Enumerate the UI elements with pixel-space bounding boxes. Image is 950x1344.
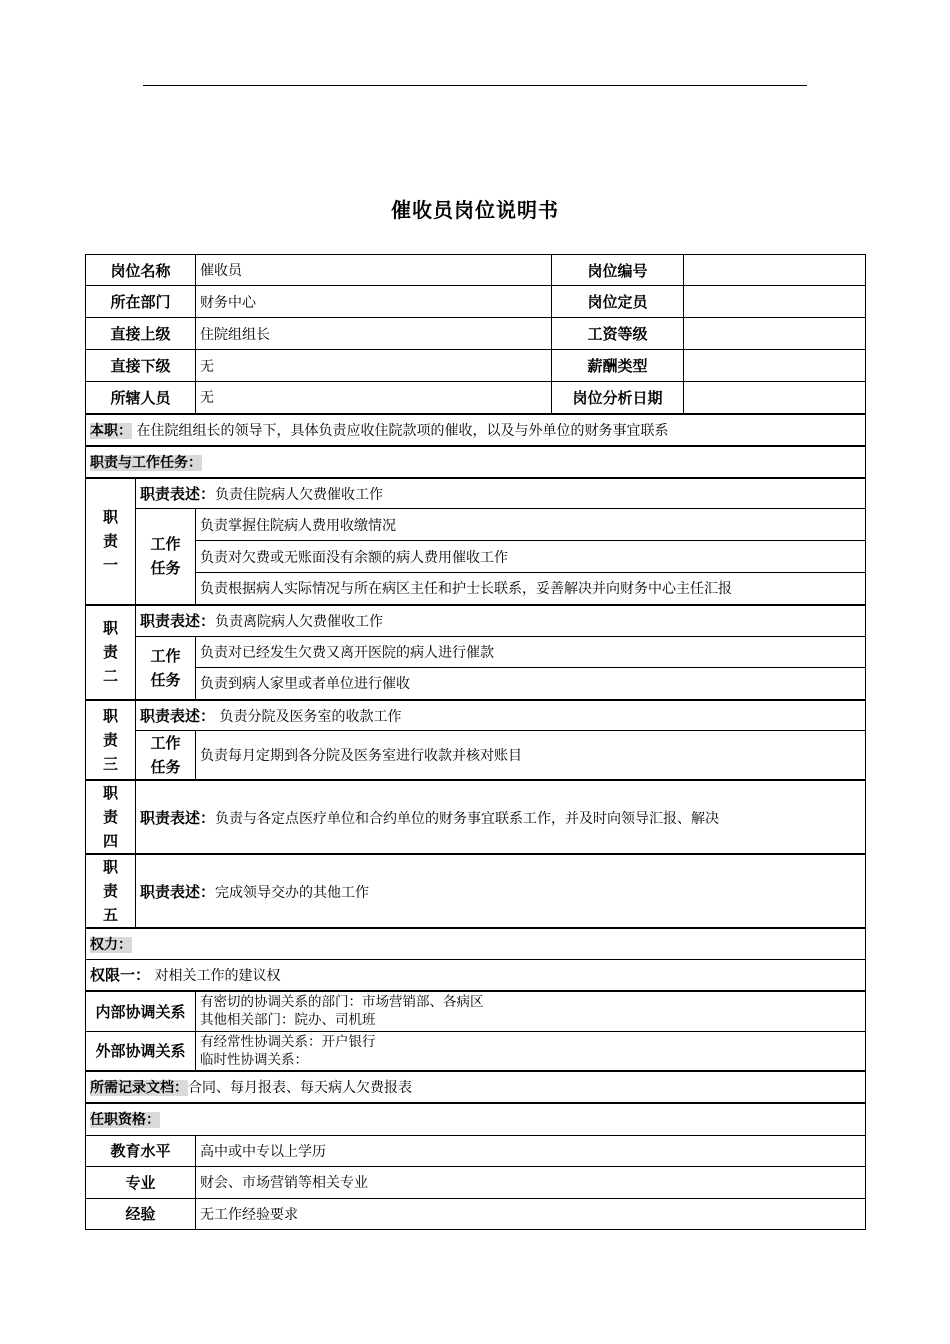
duty-2-task-label: 工作 任务 [136,637,196,700]
duties-heading-row [86,446,866,478]
headcount-value [684,286,866,318]
internal-relations-value: 有密切的协调关系的部门：市场营销部、各病区 其他相关部门：院办、司机班 [196,991,866,1031]
analysis-date-label: 岗位分析日期 [552,382,684,414]
duty-2-label: 职 责 二 [86,605,136,700]
superior-value: 住院组组长 [196,318,552,350]
position-name-value: 催收员 [196,255,552,286]
document-title: 催收员岗位说明书 [391,198,559,222]
education-label: 教育水平 [86,1135,196,1166]
qualification-heading-row [86,1103,866,1135]
qualification-heading: 任职资格： [90,1112,160,1129]
authority-limit-row [86,959,866,991]
records-row [86,1071,866,1103]
duty-4-description: 职责表述：负责与各定点医疗单位和合约单位的财务事宜联系工作，并及时向领导汇报、解决 [136,780,866,854]
duty-summary-label: 本职： [90,422,132,439]
staff-value: 无 [196,382,552,414]
job-description-table [85,254,866,1230]
staff-label: 所辖人员 [86,382,196,414]
duty-summary-row [86,414,866,446]
department-value: 财务中心 [196,286,552,318]
experience-label: 经验 [86,1198,196,1229]
headcount-label: 岗位定员 [552,286,684,318]
external-relations-value: 有经常性协调关系：开户银行 临时性协调关系： [196,1031,866,1071]
pay-type-label: 薪酬类型 [552,350,684,382]
duty-2-description: 职责表述：负责离院病人欠费催收工作 [136,605,866,637]
major-value: 财会、市场营销等相关专业 [196,1166,866,1198]
position-name-label: 岗位名称 [86,255,196,286]
salary-grade-label: 工资等级 [552,318,684,350]
duty-2-task-2: 负责到病人家里或者单位进行催收 [196,668,866,700]
subordinate-value: 无 [196,350,552,382]
duty-1-description: 职责表述：负责住院病人欠费催收工作 [136,478,866,509]
duty-2-task-1: 负责对已经发生欠费又离开医院的病人进行催款 [196,637,866,668]
duty-1-task-1: 负责掌握住院病人费用收缴情况 [196,509,866,541]
education-value: 高中或中专以上学历 [196,1135,866,1166]
position-code-value [684,255,866,286]
superior-label: 直接上级 [86,318,196,350]
department-label: 所在部门 [86,286,196,318]
authority-limit-text: 对相关工作的建议权 [154,968,281,985]
duty-3-task-1: 负责每月定期到各分院及医务室进行收款并核对账目 [196,731,866,781]
duty-4-label: 职 责 四 [86,780,136,854]
subordinate-label: 直接下级 [86,350,196,382]
records-label: 所需记录文档： [90,1080,188,1096]
records-text: 合同、每月报表、每天病人欠费报表 [188,1080,412,1096]
position-code-label: 岗位编号 [552,255,684,286]
authority-heading-row [86,928,866,959]
duty-3-task-label: 工作 任务 [136,731,196,781]
duty-5-label: 职 责 五 [86,854,136,928]
internal-relations-label: 内部协调关系 [86,991,196,1031]
authority-heading: 权力： [90,936,132,953]
major-label: 专业 [86,1166,196,1198]
analysis-date-value [684,382,866,414]
duty-3-label: 职 责 三 [86,700,136,781]
duty-1-task-2: 负责对欠费或无账面没有余额的病人费用催收工作 [196,541,866,573]
experience-value: 无工作经验要求 [196,1198,866,1229]
duty-1-label: 职 责 一 [86,478,136,605]
salary-grade-value [684,318,866,350]
duty-3-description: 职责表述： 负责分院及医务室的收款工作 [136,700,866,731]
header-rule [143,85,807,86]
duties-heading: 职责与工作任务： [90,454,202,471]
duty-5-description: 职责表述：完成领导交办的其他工作 [136,854,866,928]
external-relations-label: 外部协调关系 [86,1031,196,1071]
authority-limit-label: 权限一： [90,966,151,985]
pay-type-value [684,350,866,382]
duty-1-task-3: 负责根据病人实际情况与所在病区主任和护士长联系，妥善解决并向财务中心主任汇报 [196,573,866,605]
duty-summary-text: 在住院组组长的领导下，具体负责应收住院款项的催收，以及与外单位的财务事宜联系 [136,422,669,439]
duty-1-task-label: 工作 任务 [136,509,196,605]
